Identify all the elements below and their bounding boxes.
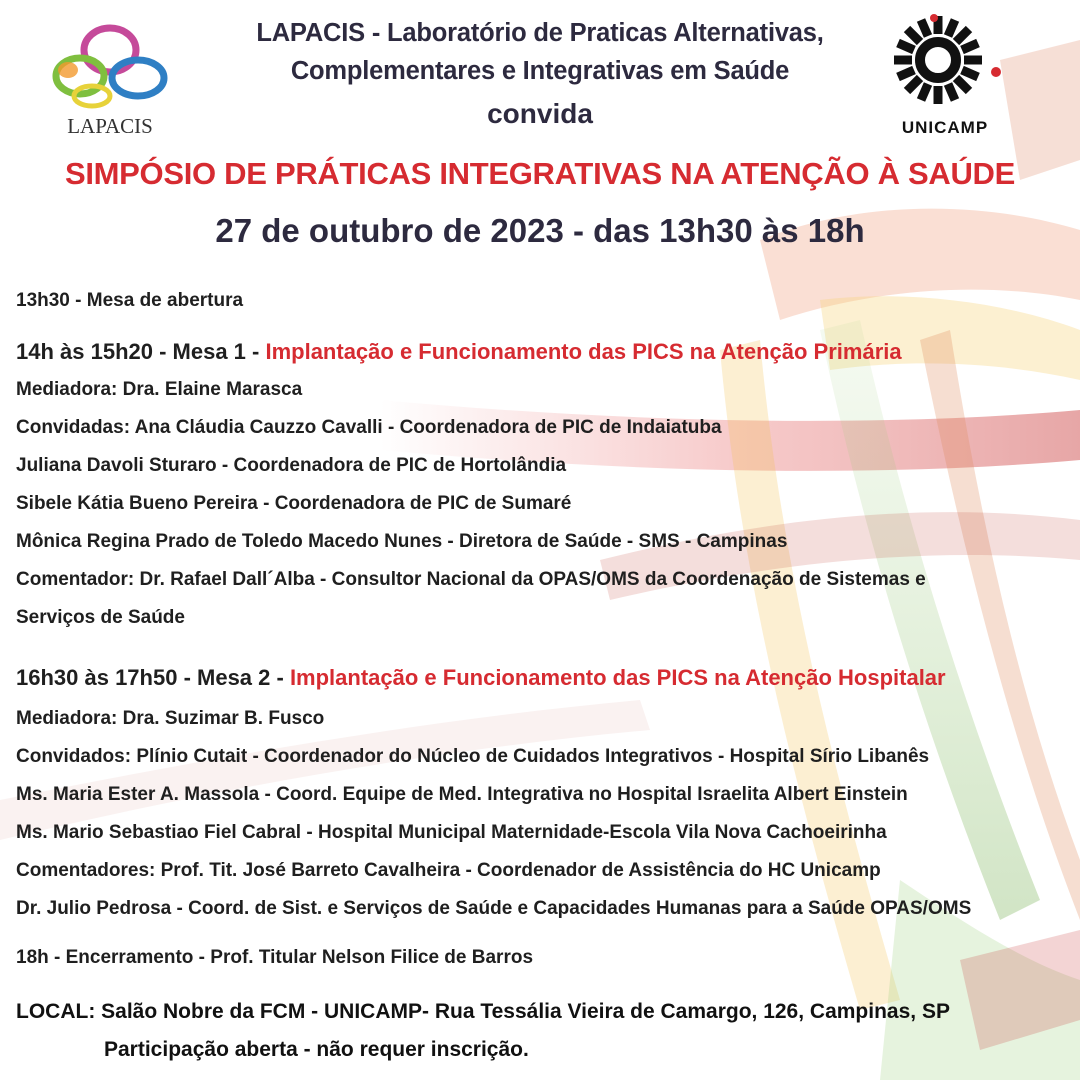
mesa1-line: Mônica Regina Prado de Toledo Macedo Nunes - Diretora de Saúde - SMS - Campinas bbox=[16, 531, 788, 552]
header bbox=[190, 14, 890, 134]
mesa2-heading bbox=[16, 665, 946, 691]
unicamp-logo bbox=[880, 14, 1010, 144]
lapacis-logo-text: LAPACIS bbox=[67, 114, 153, 138]
mesa1-line: Serviços de Saúde bbox=[16, 607, 185, 628]
mesa1-line: Convidadas: Ana Cláudia Cauzzo Cavalli - Coordenadora de PIC de Indaiatuba bbox=[16, 417, 722, 438]
lapacis-logo bbox=[40, 18, 180, 138]
mesa2-line: Ms. Maria Ester A. Massola - Coord. Equipe de Med. Integrativa no Hospital Israelita Albert Einstein bbox=[16, 784, 908, 805]
lapacis-emblem-icon bbox=[46, 18, 174, 113]
mesa1-line: Comentador: Dr. Rafael Dall´Alba - Consultor Nacional da OPAS/OMS da Coordenação de Sistemas e bbox=[16, 569, 926, 590]
mesa2-line: Convidados: Plínio Cutait - Coordenador do Núcleo de Cuidados Integrativos - Hospital Sírio Libanês bbox=[16, 746, 930, 767]
mesa2-time: 16h30 às 17h50 - Mesa 2 - bbox=[16, 665, 290, 690]
mesa2-topic: Implantação e Funcionamento das PICS na Atenção Hospitalar bbox=[289, 665, 946, 690]
mesa2-line: Dr. Julio Pedrosa - Coord. de Sist. e Serviços de Saúde e Capacidades Humanas para a Saúde OPAS/OMS bbox=[16, 898, 972, 919]
mesa1-line: Juliana Davoli Sturaro - Coordenadora de PIC de Hortolândia bbox=[16, 455, 567, 476]
event-date: 27 de outubro de 2023 - das 13h30 às 18h bbox=[215, 212, 865, 249]
invite-text: convida bbox=[487, 98, 593, 129]
org-name-line-2: Complementares e Integrativas em Saúde bbox=[290, 57, 790, 85]
mesa2-line: Ms. Mario Sebastiao Fiel Cabral - Hospital Municipal Maternidade-Escola Vila Nova Cachoeirinha bbox=[16, 822, 887, 843]
venue-address: LOCAL: Salão Nobre da FCM - UNICAMP- Rua Tessália Vieira de Camargo, 126, Campinas, SP bbox=[16, 1000, 950, 1023]
mesa1-time: 14h às 15h20 - Mesa 1 - bbox=[16, 339, 266, 364]
mesa1-topic: Implantação e Funcionamento das PICS na Atenção Primária bbox=[265, 339, 902, 364]
unicamp-logo-text: UNICAMP bbox=[901, 118, 989, 137]
org-name-line-1: LAPACIS - Laboratório de Praticas Alternativas, bbox=[256, 19, 824, 47]
participation-note: Participação aberta - não requer inscrição. bbox=[104, 1038, 529, 1061]
mesa1-line: Mediadora: Dra. Elaine Marasca bbox=[16, 379, 303, 400]
mesa2-line: Comentadores: Prof. Tit. José Barreto Cavalheira - Coordenador de Assistência do HC Unicamp bbox=[16, 860, 881, 881]
mesa1-heading bbox=[16, 339, 902, 365]
event-title: SIMPÓSIO DE PRÁTICAS INTEGRATIVAS NA ATENÇÃO À SAÚDE bbox=[64, 156, 1016, 191]
mesa1-line: Sibele Kátia Bueno Pereira - Coordenadora de PIC de Sumaré bbox=[16, 493, 572, 514]
opening-session: 13h30 - Mesa de abertura bbox=[16, 290, 244, 311]
mesa2-line: Mediadora: Dra. Suzimar B. Fusco bbox=[16, 708, 325, 729]
closing-session: 18h - Encerramento - Prof. Titular Nelson Filice de Barros bbox=[16, 947, 534, 968]
unicamp-emblem-icon bbox=[884, 14, 1006, 114]
